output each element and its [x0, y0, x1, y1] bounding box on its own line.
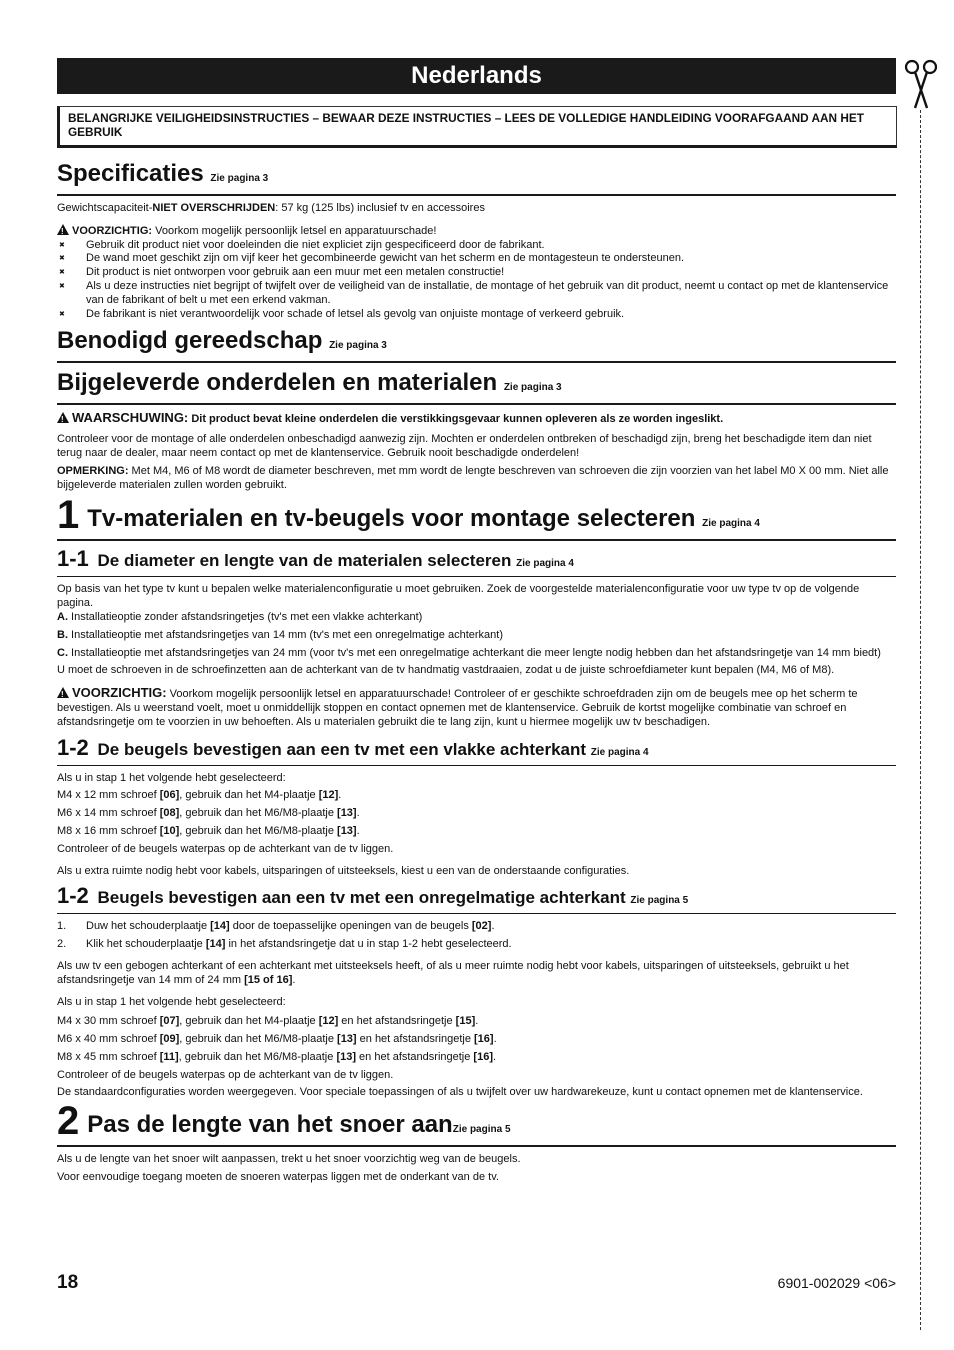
document-code: 6901-002029 <06> — [777, 1275, 896, 1291]
irregular-intro: Als u in stap 1 het volgende hebt geselecteerd: — [57, 995, 286, 1008]
hardware-line: M6 x 40 mm schroef [09], gebruik dan het M6/M8-plaatje [13] en het afstandsringetje [16]. — [57, 1033, 497, 1046]
step2-line1: Als u de lengte van het snoer wilt aanpassen, trekt u het snoer voorzichtig weg van de beugels. — [57, 1153, 521, 1166]
step2-line2: Voor eenvoudige toegang moeten de snoeren waterpas liggen met de onderkant van de tv. — [57, 1171, 499, 1184]
weight-capacity: Gewichtscapaciteit-NIET OVERSCHRIJDEN: 57 kg (125 lbs) inclusief tv en accessoires — [57, 202, 485, 214]
page-content — [57, 58, 896, 1185]
step1-1-para: U moet de schroeven in de schroefinzetten aan de achterkant van de tv handmatig vastdraaien, zodat u de juiste schroefdiameter kunt bepalen (M4, M6 of M8). — [57, 664, 835, 677]
warning-icon — [57, 412, 69, 423]
parts-note: OPMERKING: Met M4, M6 of M8 wordt de diameter beschreven, met mm wordt de lengte beschreven van schroeven die zijn voorzien van het label M0 X 00 mm. Niet alle bijgeleverde materialen zullen worden gebruikt. — [57, 464, 889, 491]
list-item: ✖ Als u deze instructies niet begrijpt of twijfelt over de veiligheid van de installatie, de montage of het gebruik van dit product, neemt u contact op met de klantenservice van de fabrikant of belt u met een erkend vakman. — [57, 280, 896, 308]
page-number: 18 — [57, 1272, 79, 1293]
check-level: Controleer of de beugels waterpas op de achterkant van de tv liggen. — [57, 842, 394, 855]
extra-space: Als u extra ruimte nodig hebt voor kabels, uitsparingen of uitsteeksels, kiest u een van de onderstaande configuraties. — [57, 864, 630, 877]
language-header: Nederlands — [57, 58, 896, 94]
specs-heading — [57, 160, 896, 196]
step1-1-intro: Op basis van het type tv kunt u bepalen welke materialenconfiguratie u moet gebruiken. Zoek de voorgestelde materialenconfiguratie voor uw type tv op de volgende pagina. — [57, 583, 860, 610]
check-level: Controleer of de beugels waterpas op de achterkant van de tv liggen. — [57, 1068, 394, 1081]
option-c: C. Installatieoptie met afstandsringetjes van 24 mm (voor tv's met een onregelmatige achterkant die meer lengte nodig hebben dan het afstandsringetje van 14 mm biedt) — [57, 646, 881, 659]
safety-banner: BELANGRIJKE VEILIGHEIDSINSTRUCTIES – BEWAAR DEZE INSTRUCTIES – LEES DE VOLLEDIGE HANDLEIDING VOORAFGAAND AAN HET GEBRUIK — [57, 106, 897, 148]
step1-1-heading: 1-1 De diameter en lengte van de materialen selecteren Zie pagina 4 — [57, 547, 896, 577]
hardware-line: M4 x 30 mm schroef [07], gebruik dan het M4-plaatje [12] en het afstandsringetje [15]. — [57, 1015, 479, 1028]
option-b: B. Installatieoptie met afstandsringetjes van 14 mm (tv's met een onregelmatige achterkant) — [57, 628, 503, 641]
hardware-line: M8 x 16 mm schroef [10], gebruik dan het M6/M8-plaatje [13]. — [57, 824, 360, 837]
footer — [57, 1272, 896, 1294]
step1-2-irregular-heading: 1-2 Beugels bevestigen aan een tv met een onregelmatige achterkant Zie pagina 5 — [57, 884, 896, 914]
step2-heading: 2 Pas de lengte van het snoer aanZie pagina 5 — [57, 1106, 896, 1147]
warning-icon — [57, 224, 69, 235]
standard-configs: De standaardconfiguraties worden weergegeven. Voor speciale toepassingen of als u twijfelt over uw hardwarekeuze, kunt u contact opnemen met de klantenservice. — [57, 1086, 863, 1099]
specs-ref: Zie pagina 3 — [210, 173, 269, 184]
step1-heading: 1 Tv-materialen en tv-beugels voor montage selecteren Zie pagina 4 — [57, 500, 896, 541]
list-item: ✖ De fabrikant is niet verantwoordelijk voor schade of letsel als gevolg van onjuiste montage of verkeerd gebruik. — [57, 308, 896, 322]
irregular-para: Als uw tv een gebogen achterkant of een achterkant met uitsteeksels heeft, of als u meer ruimte nodig hebt voor kabels, uitsparingen of uitsteeksels, gebruikt u het afstandsringetje van 14 mm of 24 mm [15 of 16]. — [57, 959, 849, 986]
scissors-icon — [903, 58, 939, 110]
hardware-line: M4 x 12 mm schroef [06], gebruik dan het M4-plaatje [12]. — [57, 789, 342, 802]
list-item: ✖ Dit product is niet ontworpen voor gebruik aan een muur met een metalen constructie! — [57, 266, 896, 280]
hardware-line: M8 x 45 mm schroef [11], gebruik dan het M6/M8-plaatje [13] en het afstandsringetje [16]. — [57, 1050, 497, 1063]
step1-2-flat-heading: 1-2 De beugels bevestigen aan een tv met een vlakke achterkant Zie pagina 4 — [57, 736, 896, 766]
specs-caution: !VOORZICHTIG: Voorkom mogelijk persoonlijk letsel en apparatuurschade! — [57, 224, 896, 239]
step1-2-flat-intro: Als u in stap 1 het volgende hebt geselecteerd: — [57, 771, 286, 784]
parts-para: Controleer voor de montage of alle onderdelen onbeschadigd aanwezig zijn. Mochten er onderdelen ontbreken of beschadigd zijn, breng het beschadigde item dan niet terug naar de dealer, maar neem contact op met de klantenservice. Gebruik nooit beschadigde onderdelen! — [57, 433, 872, 459]
list-item: ✖ Gebruik dit product niet voor doeleinden die niet expliciet zijn gespecificeerd door de fabrikant. — [57, 239, 896, 253]
list-item: 1. Duw het schouderplaatje [14] door de toepasselijke openingen van de beugels [02]. — [57, 920, 495, 933]
tools-heading: Benodigd gereedschap Zie pagina 3 — [57, 327, 896, 363]
specs-bullets — [57, 239, 896, 322]
option-a: A. Installatieoptie zonder afstandsringetjes (tv's met een vlakke achterkant) — [57, 610, 423, 623]
specs-title: Specificaties — [57, 160, 204, 187]
list-item: 2. Klik het schouderplaatje [14] in het afstandsringetje dat u in stap 1-2 hebt geselecteerd. — [57, 938, 512, 951]
warning-icon — [57, 687, 69, 698]
step1-1-caution: !VOORZICHTIG: Voorkom mogelijk persoonlijk letsel en apparatuurschade! Controleer of er geschikte schroefdraden zijn om de beugels mee op het scherm te bevestigen. Als u weerstand voelt, moet u onmiddellijk stoppen en contact opnemen met de klantenservice. Gebruik de kortst mogelijke combinatie van schroef en afstandsringetje om te voorzien in uw behoeften. Als u materialen gebruikt die te lang zijn, kunt u hiermee mogelijk uw tv beschadigen. — [57, 686, 896, 729]
parts-heading: Bijgeleverde onderdelen en materialen Zie pagina 3 — [57, 369, 896, 405]
irregular-steps — [57, 920, 896, 952]
list-item: ✖ De wand moet geschikt zijn om vijf keer het gecombineerde gewicht van het scherm en de montagesteun te ondersteunen. — [57, 252, 896, 266]
cut-line — [920, 110, 921, 1330]
hardware-line: M6 x 14 mm schroef [08], gebruik dan het M6/M8-plaatje [13]. — [57, 807, 360, 820]
parts-warning: !WAARSCHUWING: Dit product bevat kleine onderdelen die verstikkingsgevaar kunnen opleveren als ze worden ingeslikt. — [57, 411, 896, 427]
